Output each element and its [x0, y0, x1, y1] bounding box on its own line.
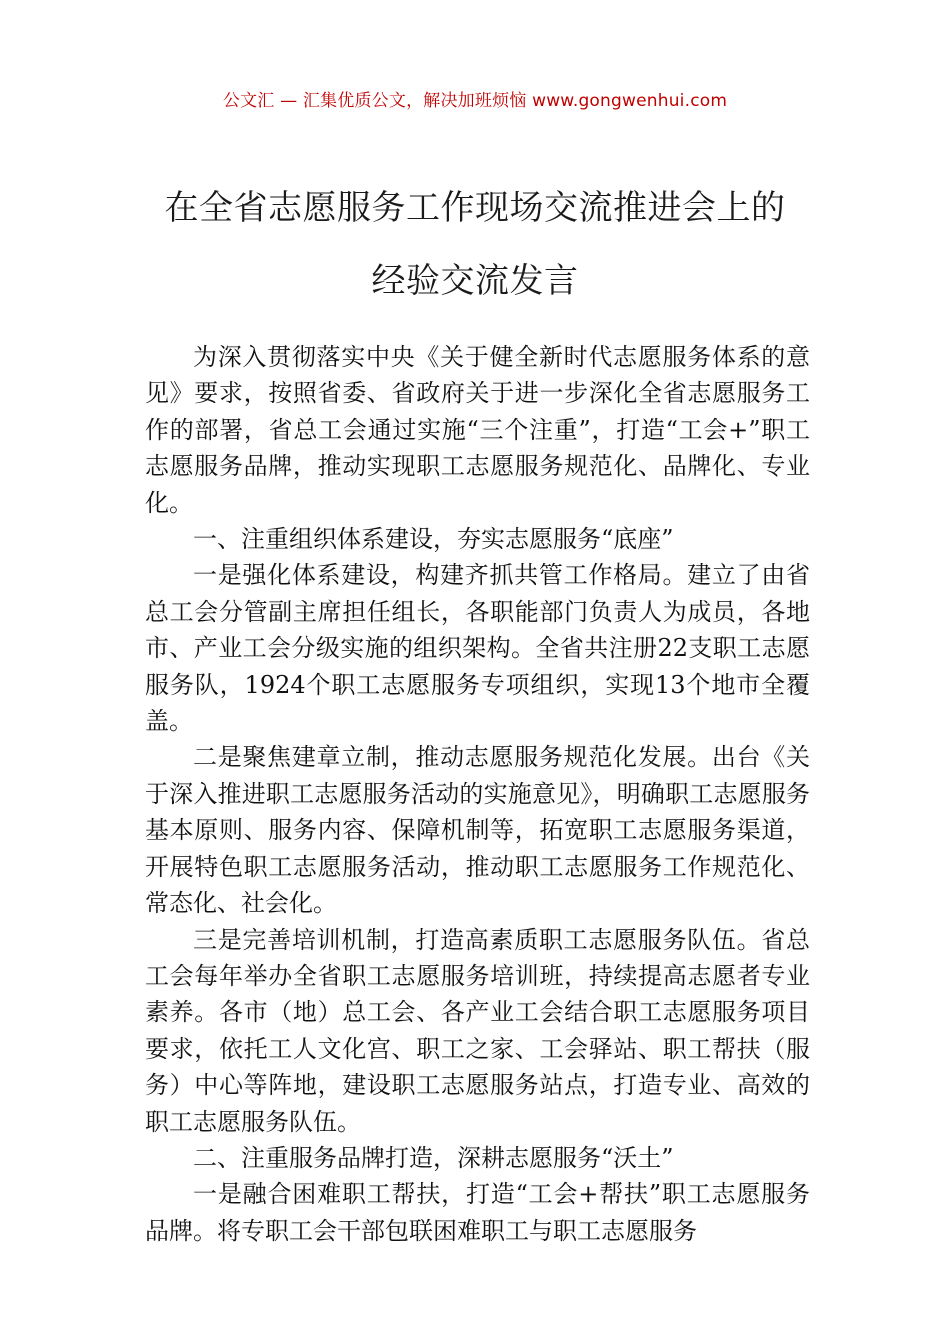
section-heading-1: 一、注重组织体系建设，夯实志愿服务“底座” — [193, 525, 674, 554]
document-body — [145, 339, 810, 1249]
paragraph-intro: 为深入贯彻落实中央《关于健全新时代志愿服务体系的意见》要求，按照省委、省政府关于进一步深化全省志愿服务工作的部署，省总工会通过实施“三个注重”，打造“工会+”职工志愿服务品牌，推动实现职工志愿服务规范化、品牌化、专业化。 — [145, 343, 810, 517]
section-heading-2: 二、注重服务品牌打造，深耕志愿服务“沃土” — [193, 1143, 674, 1172]
paragraph-1-2: 二是聚焦建章立制，推动志愿服务规范化发展。出台《关于深入推进职工志愿服务活动的实施意见》，明确职工志愿服务基本原则、服务内容、保障机制等，拓宽职工志愿服务渠道，开展特色职工志愿服务活动，推动职工志愿服务工作规范化、常态化、社会化。 — [145, 743, 810, 918]
document-title-line-1: 在全省志愿服务工作现场交流推进会上的 — [164, 188, 786, 228]
paragraph-2-1: 一是融合困难职工帮扶，打造“工会+帮扶”职工志愿服务品牌。将专职工会干部包联困难职工与职工志愿服务 — [145, 1180, 810, 1245]
document-title-line-2: 经验交流发言 — [371, 261, 579, 301]
paragraph-1-1: 一是强化体系建设，构建齐抓共管工作格局。建立了由省总工会分管副主席担任组长，各职能部门负责人为成员，各地市、产业工会分级实施的组织架构。全省共注册22支职工志愿服务队，1924个职工志愿服务专项组织，实现13个地市全覆盖。 — [145, 561, 810, 736]
paragraph-1-3: 三是完善培训机制，打造高素质职工志愿服务队伍。省总工会每年举办全省职工志愿服务培训班，持续提高志愿者专业素养。各市（地）总工会、各产业工会结合职工志愿服务项目要求，依托工人文化宫、职工之家、工会驿站、职工帮扶（服务）中心等阵地，建设职工志愿服务站点，打造专业、高效的职工志愿服务队伍。 — [145, 925, 810, 1136]
site-banner[interactable]: 公文汇 — 汇集优质公文，解决加班烦恼 www.gongwenhui.com — [222, 91, 728, 111]
